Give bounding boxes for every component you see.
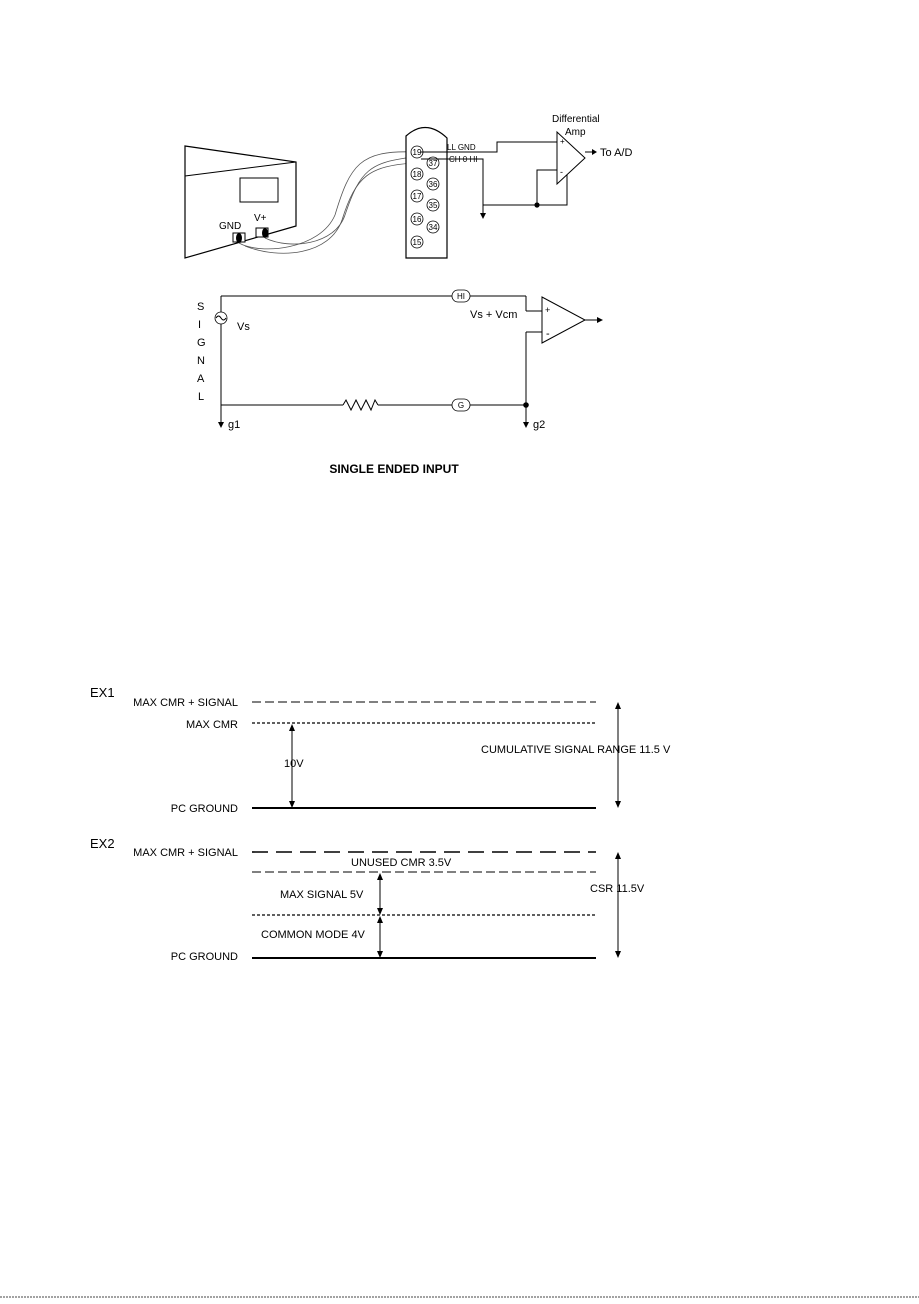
signal-source-device — [185, 146, 296, 258]
ex1-span-label: 10V — [284, 758, 304, 770]
ex2-signal-label: MAX SIGNAL 5V — [280, 889, 364, 901]
ex2-csr-arrow — [615, 852, 621, 958]
ex2-ground-label: PC GROUND — [170, 951, 238, 963]
ex1-ground-label: PC GROUND — [170, 803, 238, 815]
schematic-output-arrow-icon — [597, 317, 603, 323]
ex1-level-mid-label: MAX CMR — [186, 719, 238, 731]
schematic-caption: SINGLE ENDED INPUT — [329, 462, 459, 476]
gnd-label: GND — [219, 221, 242, 232]
g1-ground-arrow-icon — [218, 422, 224, 428]
pin-34-label: 34 — [428, 223, 438, 232]
schematic-amp — [542, 297, 603, 343]
g1-label: g1 — [228, 419, 241, 431]
hi-tag — [452, 290, 470, 302]
wiring-diagram — [185, 114, 632, 258]
ex2-csr-label: CSR 11.5V — [590, 883, 645, 895]
signal-letter-a: A — [197, 373, 205, 385]
pin-36-label: 36 — [428, 180, 438, 189]
signal-vertical-label — [197, 301, 206, 403]
device-display — [240, 178, 278, 202]
g-tag — [452, 399, 470, 411]
differential-amp — [557, 132, 597, 184]
vs-vcm-label: Vs + Vcm — [470, 309, 518, 321]
ex1-level-top-label: MAX CMR + SIGNAL — [133, 697, 238, 709]
ac-source-icon — [215, 312, 227, 324]
pin-37-label: 37 — [428, 159, 438, 168]
pin-35-label: 35 — [428, 201, 438, 210]
vplus-label: V+ — [254, 213, 267, 224]
signal-letter-l: L — [198, 391, 205, 403]
ex2-unused-label: UNUSED CMR 3.5V — [351, 857, 452, 869]
pin-19-label: 19 — [412, 148, 422, 157]
amp-plus-label: + — [560, 137, 565, 146]
ex2-signal-arrow — [377, 873, 383, 915]
amp-title-line2: Amp — [565, 127, 586, 138]
pin-18-label: 18 — [412, 170, 422, 179]
schematic-amp-plus: + — [545, 305, 551, 315]
ex2-diagram — [90, 836, 645, 963]
signal-letter-i: I — [198, 319, 202, 331]
ex1-diagram — [90, 685, 671, 815]
vplus-terminal — [256, 228, 268, 238]
single-ended-schematic — [197, 290, 603, 476]
ex2-level-top-label: MAX CMR + SIGNAL — [133, 847, 238, 859]
g2-label: g2 — [533, 419, 546, 431]
signal-letter-g: G — [197, 337, 206, 349]
signal-letter-n: N — [197, 355, 205, 367]
signal-letter-s: S — [197, 301, 205, 313]
pin-17-label: 17 — [412, 192, 422, 201]
g-tag-label: G — [457, 401, 465, 410]
ground-arrow-icon — [480, 213, 486, 219]
ex2-tag: EX2 — [90, 836, 115, 851]
amp-output-label: To A/D — [600, 147, 633, 159]
g2-ground-arrow-icon — [523, 422, 529, 428]
amp-minus-label: - — [560, 167, 563, 177]
ex2-common-mode-arrow — [377, 916, 383, 958]
pin-16-label: 16 — [412, 215, 422, 224]
ex2-common-label: COMMON MODE 4V — [261, 929, 365, 941]
ll-gnd-label: LL GND — [447, 143, 476, 152]
hi-tag-label: HI — [457, 292, 465, 301]
schematic-amp-minus: - — [546, 328, 550, 340]
resistor-icon — [343, 400, 378, 410]
output-arrow-icon — [592, 149, 597, 155]
db37-connector — [406, 127, 447, 258]
vs-label: Vs — [237, 321, 250, 333]
pin-15-label: 15 — [412, 238, 422, 247]
ch-hi-label: CH 0 HI — [449, 155, 478, 164]
gnd-terminal — [233, 233, 245, 243]
ex1-tag: EX1 — [90, 685, 115, 700]
ex1-range-label: CUMULATIVE SIGNAL RANGE 11.5 V — [481, 744, 671, 756]
amp-title-line1: Differential — [552, 114, 600, 125]
